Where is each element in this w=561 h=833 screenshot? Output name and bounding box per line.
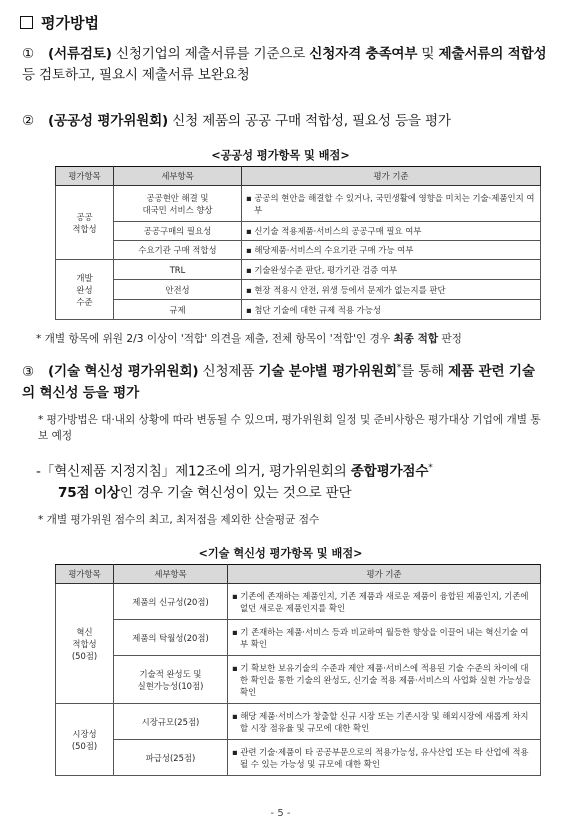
dash-text-2: 인 경우 기술 혁신성이 있는 것으로 판단 [119,484,352,501]
note-final-suitability [36,331,547,347]
table2-subitem: 파급성(25점) [114,740,228,776]
table2-criteria [228,584,541,620]
note1-tail: 판정 [438,333,462,345]
table1-criteria-value: 신기술 적용제품·서비스의 공공구매 필요 여부 [254,226,422,236]
item-1-text-2: 및 [417,46,439,62]
table1-criteria-value: 해당제품·서비스의 수요기관 구매 가능 여부 [254,245,414,255]
table2-criteria-text: ▪ 해당 제품·서비스가 창출할 신규 시장 또는 기존시장 및 해외시장에 새롭게 차지할 시장 점유율 및 규모에 대한 확인 [232,710,529,733]
table1-criteria-value: 첨단 기술에 대한 규제 적용 가능성 [254,304,381,315]
table1-criteria [242,260,541,280]
item-1-text-1: 신청기업의 제출서류를 기준으로 [111,46,310,62]
item-3 [22,358,547,404]
table1-header-subitem: 세부항목 [114,167,242,186]
table2-header-criteria: 평가 기준 [228,565,541,584]
table1-subitem: 공공구매의 필요성 [114,222,242,241]
table1-subitem: 수요기관 구매 적합성 [114,241,242,260]
item-1-number: ① [22,46,34,62]
table2-criteria [228,620,541,656]
table2-group-innovation: 혁신 적합성 (50점) [56,584,114,704]
table1-caption: <공공성 평가항목 및 배점> [211,149,350,162]
item-3-bold-2: 제품 관련 기술의 혁신성 등을 평가 [22,363,535,401]
table1-criteria [242,280,541,300]
item-3-lead: (기술 혁신성 평가위원회) [48,363,199,380]
table2-subitem: 제품의 신규성(20점) [114,584,228,620]
table2-criteria-text: ▪ 관련 기술·제품이 타 공공부문으로의 적용가능성, 유사산업 또는 타 산업에 적용될 수 있는 가능성 및 규모에 대한 확인 [232,746,529,769]
table2-header-category: 평가항목 [56,565,114,584]
table2-criteria-value: 기 확보한 보유기술의 수준과 제안 제품·서비스에 적용된 기술 수준의 차이에 대한 확인을 통한 기술의 완성도, 신기술 적용 제품·서비스의 사업화 실현 가능성을 확인 [240,662,531,697]
table1-criteria-value: 현장 적용시 안전, 위생 등에서 문제가 없는지를 판단 [254,284,446,295]
table2-subitem: 시장규모(25점) [114,704,228,740]
table2-criteria-value: 기 존재하는 제품·서비스 등과 비교하여 월등한 향상을 이끌어 내는 혁신기술 여부 확인 [240,626,529,649]
table2-criteria [228,704,541,740]
table2-group-market: 시장성 (50점) [56,704,114,776]
table1-subitem: TRL [114,260,242,280]
item-2-text: 신청 제품의 공공 구매 적합성, 필요성 등을 평가 [168,113,451,129]
table2-criteria-text: ▪ 기존에 존재하는 제품인지, 기존 제품과 새로운 제품이 융합된 제품인지, 기존에 없던 새로운 제품인지를 확인 [232,590,529,613]
dash-text-1: -「혁신제품 지정지침」제12조에 의거, 평가위원회의 [36,463,351,480]
page-number: - 5 - [270,808,291,819]
note-evaluation-method: * 평가방법은 대·내외 상황에 따라 변동될 수 있으며, 평가위원회 일정 및 준비사항은 평가대상 기업에 개별 통보 예정 [38,414,541,442]
dash-bold-1: 종합평가점수 [350,463,429,480]
table1-criteria-value: 공공의 현안을 해결할 수 있거나, 국민생활에 영향을 미치는 기술·제품인지 여부 [254,192,535,215]
table1-criteria [242,300,541,320]
table1-criteria-text: ▪ 공공의 현안을 해결할 수 있거나, 국민생활에 영향을 미치는 기술·제품인지 여부 [246,192,535,215]
table1-criteria-value: 기술완성수준 판단, 평가기관 검증 여부 [254,264,398,275]
table2-header-subitem: 세부항목 [114,565,228,584]
item-3-footnote-mark: * [396,363,402,373]
item-3-text-2: 를 통해 [401,363,449,380]
item-2 [22,111,547,132]
item-3-number: ③ [22,363,34,380]
dash-item-judgement [36,458,547,504]
table2-subitem: 제품의 탁월성(20점) [114,620,228,656]
item-3-bold-1: 기술 분야별 평가위원회 [258,363,397,380]
table1-subitem: 안전성 [114,280,242,300]
table2-criteria-value: 해당 제품·서비스가 창출할 신규 시장 또는 기존시장 및 해외시장에 새롭게 차지할 시장 점유율 및 규모에 대한 확인 [240,710,529,733]
table1-criteria [242,241,541,260]
note-average-score: * 개별 평가위원 점수의 최고, 최저점을 제외한 산술평균 점수 [38,514,320,526]
table2-criteria-text: ▪ 기 존재하는 제품·서비스 등과 비교하여 월등한 향상을 이끌어 내는 혁신기술 여부 확인 [232,626,529,649]
table1-criteria [242,222,541,241]
item-1 [22,44,547,86]
dash-bold-2: 75점 이상 [58,484,120,501]
item-1-text-3: 등 검토하고, 필요시 제출서류 보완요청 [22,67,250,83]
public-evaluation-table [55,166,541,320]
table2-criteria-value: 기존에 존재하는 제품인지, 기존 제품과 새로운 제품이 융합된 제품인지, 기존에 없던 새로운 제품인지를 확인 [240,590,529,613]
table1-criteria-text: ▪ 신기술 적용제품·서비스의 공공구매 필요 여부 [246,226,422,236]
table1-criteria-text: ▪ 현장 적용시 안전, 위생 등에서 문제가 없는지를 판단 [246,284,446,295]
note1-text: * 개별 항목에 위원 2/3 이상이 '적합' 의견을 제출, 전체 항목이 '적합'인 경우 [36,333,394,345]
table2-criteria [228,740,541,776]
item-1-lead: (서류검토) [48,46,112,62]
table1-header-category: 평가항목 [56,167,114,186]
table1-group-public: 공공 적합성 [56,186,114,260]
table1-criteria-text: ▪ 첨단 기술에 대한 규제 적용 가능성 [246,304,381,315]
item-1-bold-2: 제출서류의 적합성 [438,46,547,62]
item-2-number: ② [22,113,34,129]
table1-subitem: 규제 [114,300,242,320]
table2-subitem: 기술적 완성도 및 실현가능성(10점) [114,656,228,704]
section-title-text: 평가방법 [41,14,99,32]
table1-header-criteria: 평가 기준 [242,167,541,186]
table1-group-development: 개발 완성 수준 [56,260,114,320]
table1-subitem: 공공현안 해결 및 대국민 서비스 향상 [114,186,242,222]
item-2-lead: (공공성 평가위원회) [48,113,169,129]
checkbox-icon [20,16,33,29]
table2-criteria [228,656,541,704]
table2-criteria-value: 관련 기술·제품이 타 공공부문으로의 적용가능성, 유사산업 또는 타 산업에 적용될 수 있는 가능성 및 규모에 대한 확인 [240,746,529,769]
section-title [20,12,99,33]
table1-criteria-text: ▪ 해당제품·서비스의 수요기관 구매 가능 여부 [246,245,414,255]
note1-bold: 최종 적합 [393,333,439,345]
innovation-evaluation-table [55,564,541,776]
table1-criteria [242,186,541,222]
dash-footnote-mark: * [428,463,433,473]
table2-criteria-text: ▪ 기 확보한 보유기술의 수준과 제안 제품·서비스에 적용된 기술 수준의 차이에 대한 확인을 통한 기술의 완성도, 신기술 적용 제품·서비스의 사업화 실현 가능성을 확인 [232,662,531,697]
table1-criteria-text: ▪ 기술완성수준 판단, 평가기관 검증 여부 [246,264,398,275]
item-1-bold-1: 신청자격 충족여부 [309,46,418,62]
item-3-text-1: 신청제품 [198,363,259,380]
table2-caption: <기술 혁신성 평가항목 및 배점> [198,547,363,560]
